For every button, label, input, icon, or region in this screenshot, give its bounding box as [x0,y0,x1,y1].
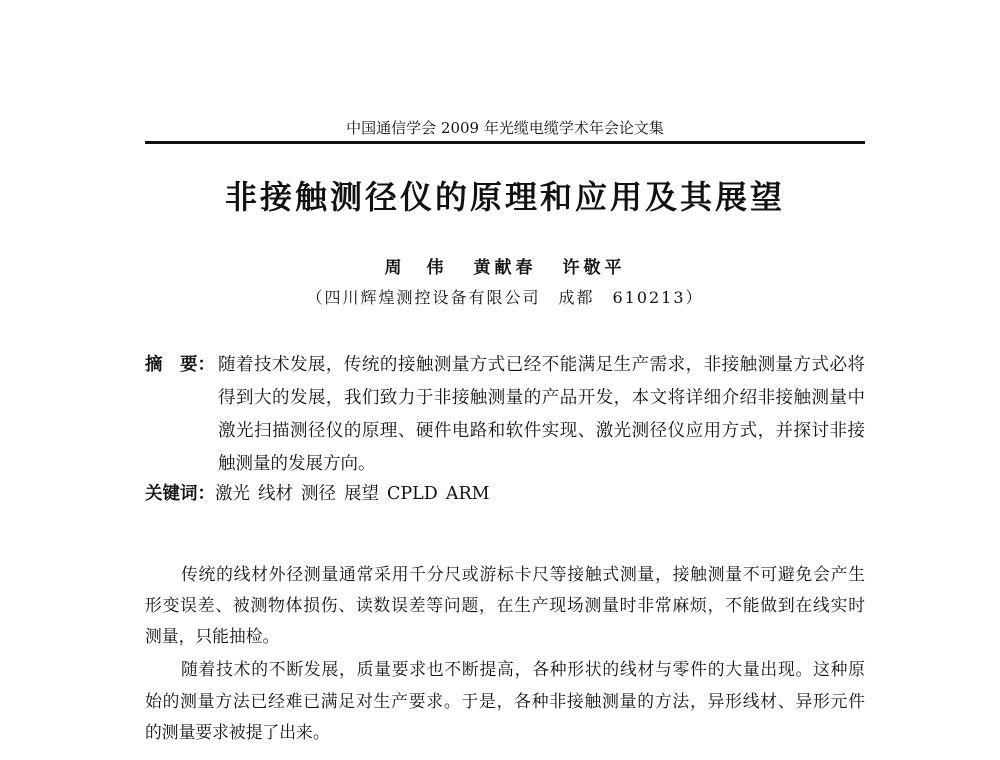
keywords-label: 关键词： [145,484,215,504]
running-header: 中国通信学会 2009 年光缆电缆学术年会论文集 [346,119,664,137]
author-name: 许敬平 [562,258,626,278]
abstract-line: 触测量的发展方向。 [218,454,376,474]
header-rule [145,141,865,144]
keywords [145,478,498,511]
abstract-line: 得到大的发展，我们致力于非接触测量的产品开发，本文将详细介绍非接触测量中 [218,388,865,408]
abstract-text [218,349,865,481]
body-paragraph [145,559,865,652]
body-line: 随着技术的不断发展，质量要求也不断提高，各种形状的线材与零件的大量出现。这种原 [181,659,865,679]
keyword: CPLD [387,484,438,504]
body-line: 始的测量方法已经难已满足对生产要求。于是，各种非接触测量的方法，异形线材、异形元件 [145,690,865,711]
keyword: 测径 [301,484,336,504]
keyword: 展望 [344,484,379,504]
body-line: 测量，只能抽检。 [145,626,280,646]
abstract-label: 摘 要： [145,355,215,375]
author-name: 周 伟 [384,258,448,278]
paper-title: 非接触测径仪的原理和应用及其展望 [224,178,785,216]
author-name: 黄献春 [473,258,537,278]
abstract-line: 激光扫描测径仪的原理、硬件电路和软件实现、激光测径仪应用方式，并探讨非接 [218,421,865,441]
body-line: 形变误差、被测物体损伤、读数误差等问题，在生产现场测量时非常麻烦，不能做到在线实时 [145,595,865,615]
keyword: 激光 [215,484,250,504]
affiliation: （四川辉煌测控设备有限公司 成都 610213） [306,288,704,307]
body-line: 传统的线材外径测量通常采用千分尺或游标卡尺等接触式测量，接触测量不可避免会产生 [181,564,865,584]
author-list [145,256,865,280]
body-line: 的测量要求被提了出来。 [145,722,330,742]
body-paragraph [145,654,865,749]
keyword: 线材 [258,484,293,504]
abstract-line: 随着技术发展，传统的接触测量方式已经不能满足生产需求，非接触测量方式必将 [218,355,865,375]
keyword: ARM [445,484,490,504]
